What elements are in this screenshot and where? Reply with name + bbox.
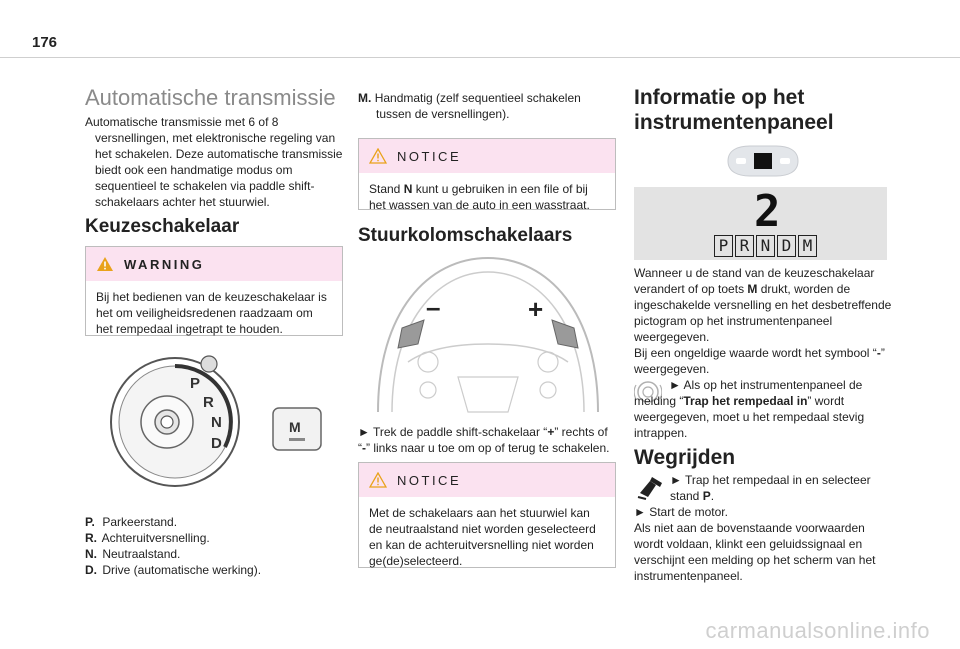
warning-box	[85, 246, 343, 336]
warning-header	[86, 247, 342, 281]
drive-warning-text: Als niet aan de bovenstaande voorwaarden wordt voldaan, klinkt een geluidssignaal en verschijnt een melding op het scherm van het instrumentenpaneel.	[634, 521, 876, 583]
drive-steps: ► Trap het rempedaal in en selecteer stand P. ► Start de motor. Als niet aan de bovenstaande voorwaarden wordt voldaan, klinkt een geluidssignaal en verschijnt een melding op het scherm van het instrumentenpaneel.	[634, 472, 892, 584]
instrument-panel-icon	[722, 142, 804, 180]
manual-mode-item	[358, 90, 616, 122]
notice-icon	[369, 472, 387, 488]
paddle-plus-symbol: +	[528, 294, 544, 324]
gear-display-letters	[714, 235, 817, 257]
legend-item-r: R. Achteruitversnelling.	[85, 531, 210, 545]
display-letter-d: D	[777, 235, 796, 257]
manual-text: Handmatig (zelf sequentieel schakelen tussen de versnellingen).	[374, 91, 581, 121]
heading-keuzeschakelaar: Keuzeschakelaar	[85, 216, 240, 237]
heading-stuurkolomschakelaars: Stuurkolomschakelaars	[358, 225, 573, 246]
paddle-minus-symbol: –	[426, 292, 441, 322]
notice-label-2: NOTICE	[397, 472, 462, 488]
heading-instrumentenpaneel: Informatie op het instrumentenpaneel	[634, 86, 834, 134]
gear-display-number: 2	[754, 186, 781, 237]
selector-letter-r: R	[203, 394, 214, 411]
info-text: Wanneer u de stand van de keuzeschakelaar verandert of op toets M drukt, worden de ingeschakelde versnelling en het desbetreffende pictogram op het instrumentenpaneel weergegeven. Bij een ongeldige waarde wordt het symbool “-” weergegeven.	[634, 266, 892, 376]
notice-box-2	[358, 462, 616, 568]
notice-header-1	[359, 139, 615, 173]
steering-wheel-illustration	[368, 252, 608, 420]
display-letter-r: R	[735, 235, 754, 257]
selector-letter-p: P	[190, 375, 201, 392]
page-number: 176	[32, 34, 58, 51]
notice-header-2	[359, 463, 615, 497]
display-letter-p: P	[714, 235, 733, 257]
paddle-instruction: ► Trek de paddle shift-schakelaar “+” rechts of “-” links naar u toe om op of terug te schakelen.	[358, 425, 610, 455]
legend-item-n: N. Neutraalstand.	[85, 547, 181, 561]
notice-icon	[369, 148, 387, 164]
gear-selector-illustration	[105, 352, 345, 492]
notice-label-1: NOTICE	[397, 148, 462, 164]
page-title: Automatische transmissie	[85, 85, 336, 110]
notice-box-1	[358, 138, 616, 210]
header-rule	[0, 57, 960, 58]
gear-display-panel	[634, 187, 887, 260]
selector-letter-d: D	[211, 435, 222, 452]
legend-item-p: P. Parkeerstand.	[85, 515, 178, 529]
selector-letter-n: N	[211, 414, 222, 431]
selector-button-m: M	[289, 419, 301, 435]
warning-text: Bij het bedienen van de keuzeschakelaar is het om veiligheidsredenen raadzaam om het rempedaal ingetrapt te houden.	[96, 290, 327, 336]
display-letter-m: M	[798, 235, 817, 257]
legend-item-d: D. Drive (automatische werking).	[85, 563, 262, 577]
display-letter-n: N	[756, 235, 775, 257]
intro-text: Automatische transmissie met 6 of 8 versnellingen, met elektronische regeling van het schakelen. Deze automatische transmissie biedt ook een handmatige modus om sequentieel te schakelen via paddle shift-schakelaars achter het stuurwiel.	[85, 115, 343, 209]
manual-key: M.	[358, 91, 372, 105]
warning-label: WARNING	[124, 256, 205, 272]
watermark: carmanualsonline.info	[705, 618, 930, 643]
brake-message-text: ► Als op het instrumentenpaneel de melding “Trap het rempedaal in” wordt weergegeven, moet u het rempedaal stevig intrappen.	[634, 378, 865, 440]
heading-wegrijden: Wegrijden	[634, 446, 736, 469]
warning-icon	[96, 256, 114, 272]
selector-legend	[85, 514, 343, 578]
notice-text-2: Met de schakelaars aan het stuurwiel kan de neutraalstand niet worden geselecteerd en kan de achteruitversnelling niet worden ge(de)selecteerd.	[369, 506, 596, 568]
notice-text-1: Stand N kunt u gebruiken in een file of bij het wassen van de auto in een wasstraat.	[369, 182, 590, 212]
drive-step-start: ► Start de motor.	[634, 505, 728, 519]
